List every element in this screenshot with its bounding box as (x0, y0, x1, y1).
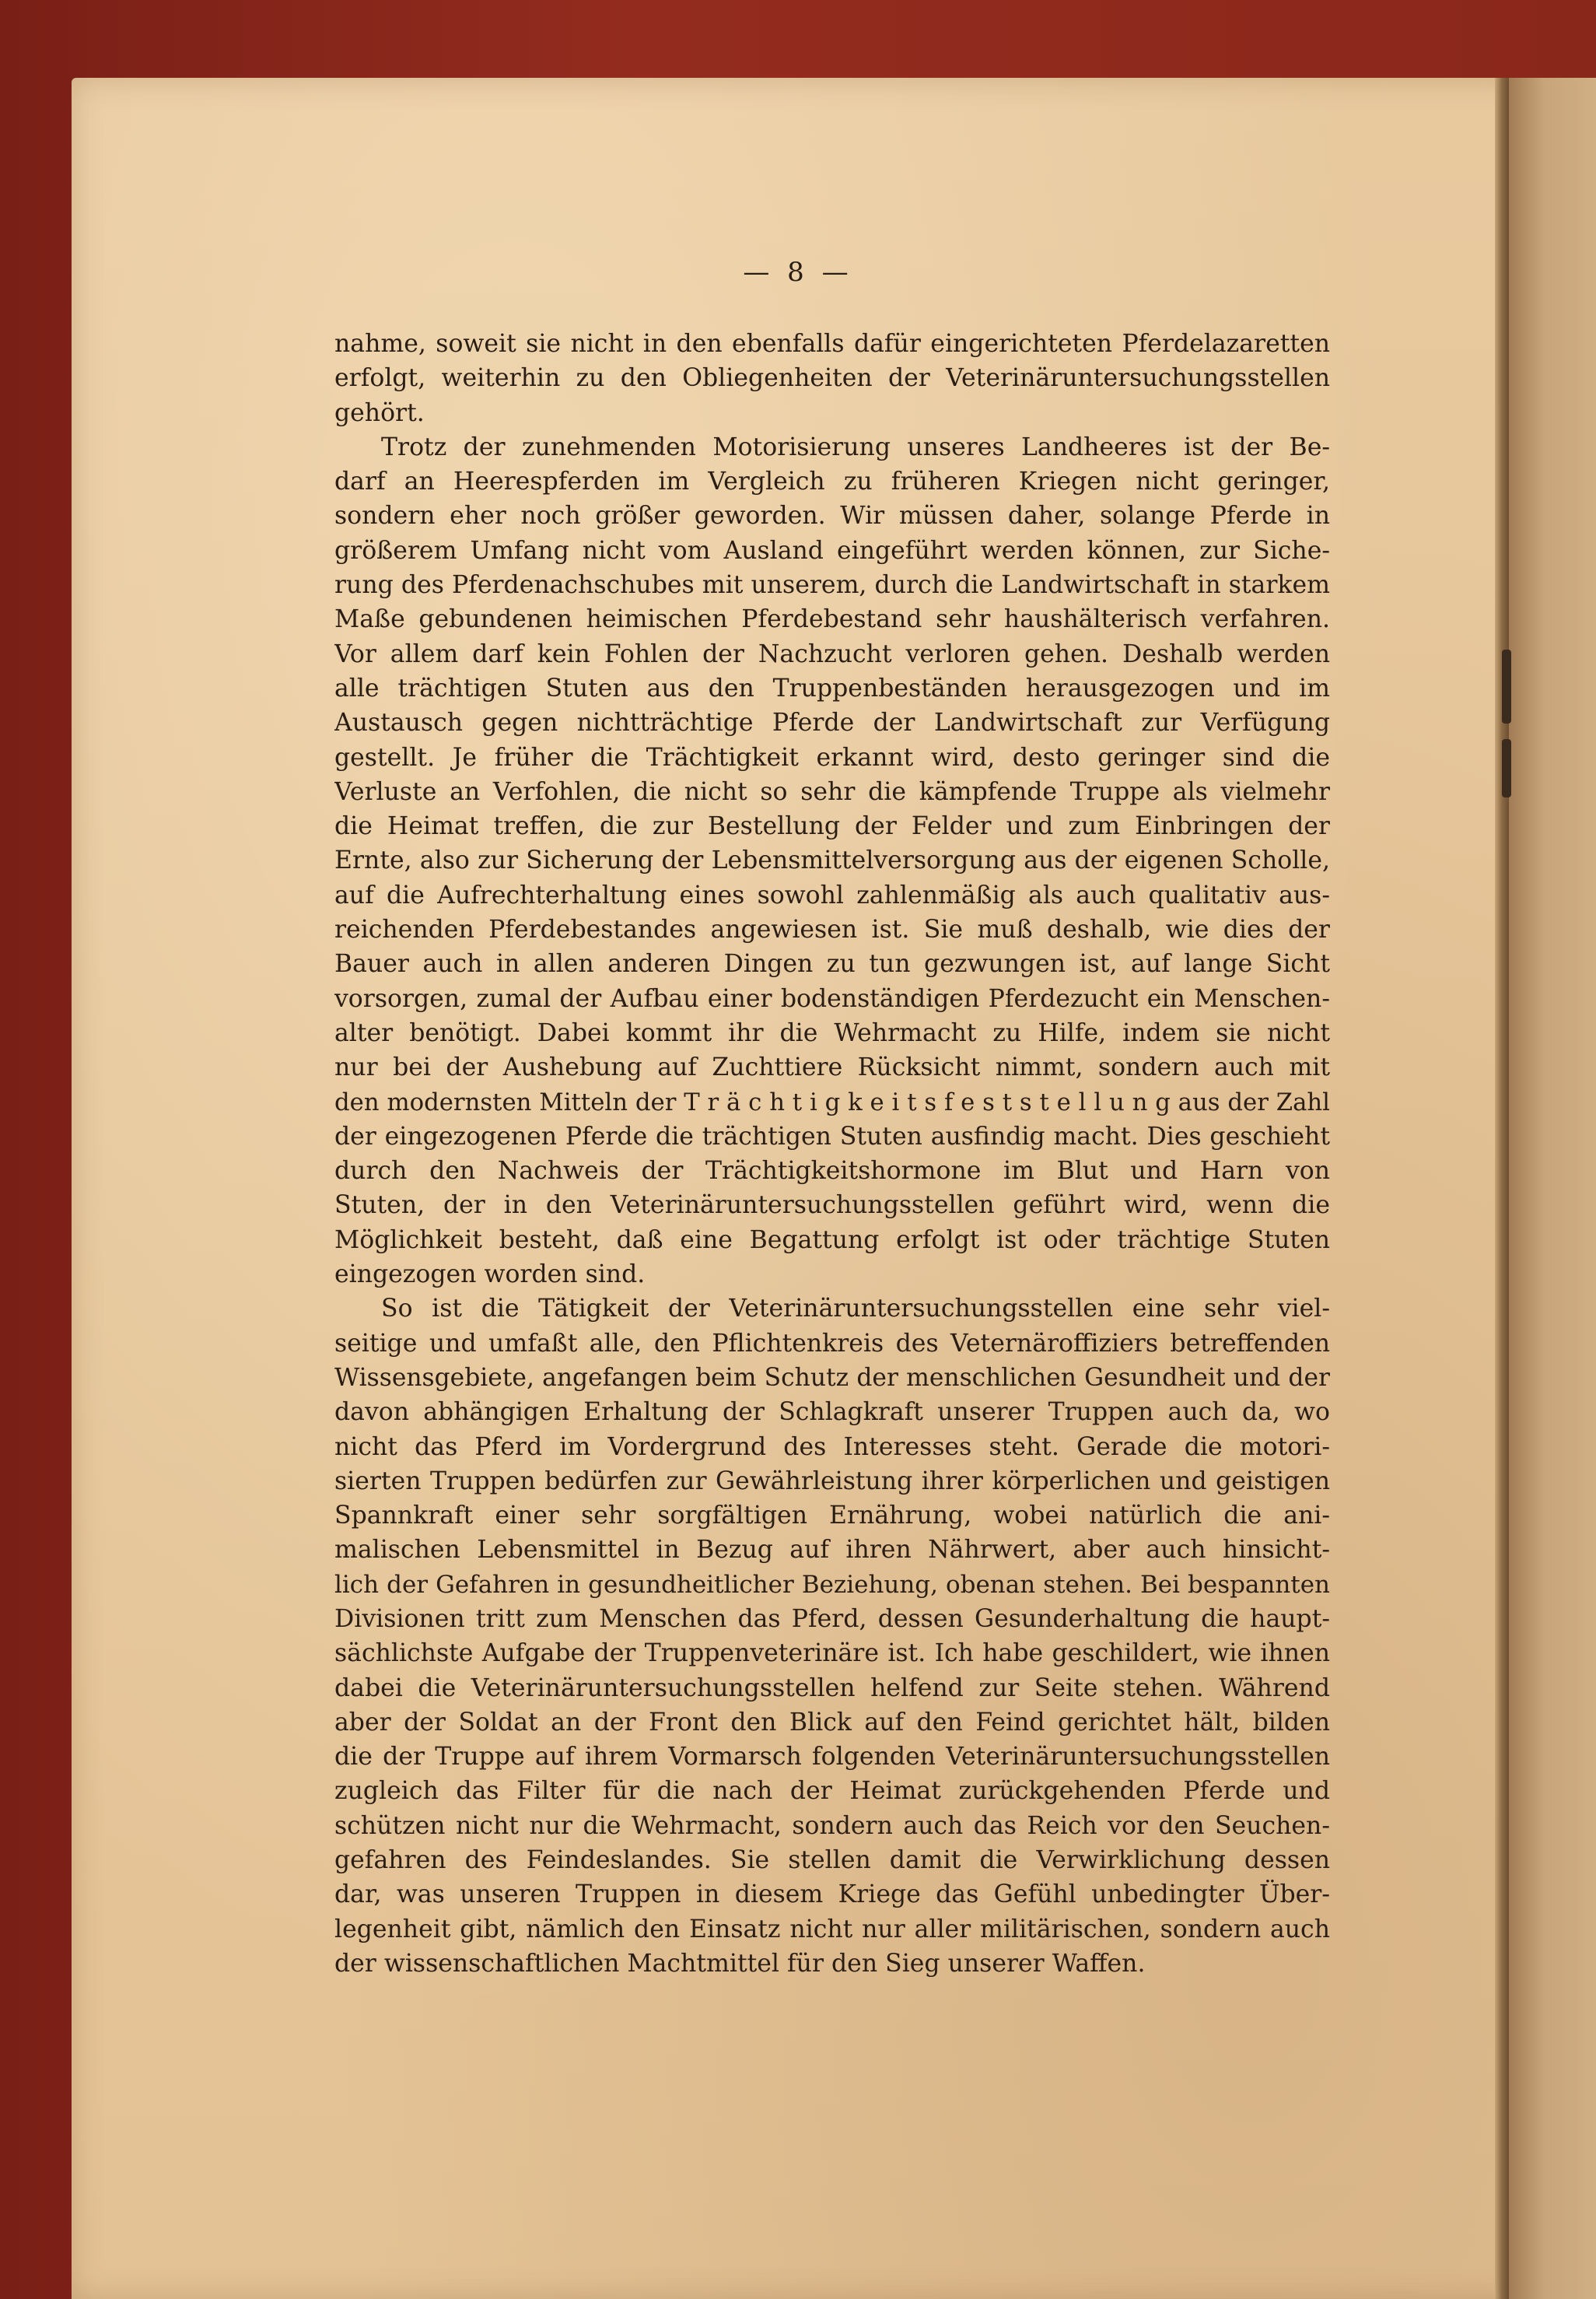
text-line: Wissensgebiete, angefangen beim Schutz der menschlichen Gesundheit und der (334, 1363, 1330, 1392)
text-line: Spannkraft einer sehr sorgfältigen Ernährung, wobei natürlich die ani- (334, 1502, 1330, 1530)
text-line: Möglichkeit besteht, daß eine Begattung erfolgt ist oder trächtige Stuten (334, 1225, 1330, 1254)
text-line: sächlichste Aufgabe der Truppenveterinäre ist. Ich habe geschildert, wie ihnen (334, 1639, 1330, 1668)
text-line: lich der Gefahren in gesundheitlicher Beziehung, obenan stehen. Bei bespannten (334, 1570, 1330, 1599)
text-line: vorsorgen, zumal der Aufbau einer bodenständigen Pferdezucht ein Menschen- (334, 984, 1330, 1013)
text-line: der wissenschaftlichen Machtmittel für den Sieg unserer Waffen. (334, 1949, 1146, 1978)
text-line: reichenden Pferdebestandes angewiesen ist. Sie muß deshalb, wie dies der (334, 916, 1330, 944)
text-line: erfolgt, weiterhin zu den Obliegenheiten der Veterinäruntersuchungsstellen (334, 364, 1330, 393)
text-line: Verluste an Verfohlen, die nicht so sehr die kämpfende Truppe als vielmehr (334, 777, 1330, 806)
text-line: malischen Lebensmittel in Bezug auf ihren Nährwert, aber auch hinsicht- (334, 1536, 1330, 1565)
text-line: Ernte, also zur Sicherung der Lebensmittelversorgung aus der eigenen Scholle, (334, 846, 1330, 875)
text-line: sierten Truppen bedürfen zur Gewährleistung ihrer körperlichen und geistigen (334, 1467, 1330, 1495)
text-line: Bauer auch in allen anderen Dingen zu tun gezwungen ist, auf lange Sicht (334, 950, 1330, 979)
page-number-header: — 8 — (743, 257, 853, 288)
text-line: darf an Heerespferden im Vergleich zu früheren Kriegen nicht geringer, (334, 468, 1330, 496)
paragraph (334, 1291, 1330, 1981)
text-line: gehört. (334, 398, 425, 427)
text-line: auf die Aufrechterhaltung eines sowohl zahlenmäßig als auch qualitativ aus- (334, 881, 1330, 909)
text-line: die der Truppe auf ihrem Vormarsch folgenden Veterinäruntersuchungsstellen (334, 1743, 1330, 1772)
text-line: dabei die Veterinäruntersuchungsstellen helfend zur Seite stehen. Während (334, 1673, 1330, 1702)
paragraph (334, 327, 1330, 430)
text-line: Austausch gegen nichtträchtige Pferde der Landwirtschaft zur Verfügung (334, 709, 1330, 738)
text-line: seitige und umfaßt alle, den Pflichtenkreis des Veternäroffiziers betreffenden (334, 1329, 1330, 1358)
text-line: zugleich das Filter für die nach der Heimat zurückgehenden Pferde und (334, 1777, 1330, 1806)
text-line: gefahren des Feindeslandes. Sie stellen damit die Verwirklichung dessen (334, 1846, 1330, 1875)
text-line: nicht das Pferd im Vordergrund des Interesses steht. Gerade die motori- (334, 1432, 1330, 1461)
text-line: durch den Nachweis der Trächtigkeitshormone im Blut und Harn von (334, 1157, 1330, 1186)
text-line: Trotz der zunehmenden Motorisierung unseres Landheeres ist der Be- (381, 433, 1330, 461)
book-gutter (1495, 78, 1509, 2299)
text-line: alle trächtigen Stuten aus den Truppenbeständen herausgezogen und im (334, 674, 1330, 703)
text-line: legenheit gibt, nämlich den Einsatz nicht nur aller militärischen, sondern auch (334, 1915, 1330, 1943)
text-line: eingezogen worden sind. (334, 1260, 646, 1289)
text-line: dar, was unseren Truppen in diesem Kriege das Gefühl unbedingter Über- (334, 1880, 1330, 1909)
text-line: Maße gebundenen heimischen Pferdebestand sehr haushälterisch verfahren. (334, 605, 1330, 634)
binding-staple-icon (1502, 650, 1511, 724)
paragraph (334, 430, 1330, 1291)
text-line: Stuten, der in den Veterinäruntersuchungsstellen geführt wird, wenn die (334, 1191, 1330, 1220)
text-line: der eingezogenen Pferde die trächtigen Stuten ausfindig macht. Dies geschieht (334, 1122, 1330, 1151)
text-line: schützen nicht nur die Wehrmacht, sondern auch das Reich vor den Seuchen- (334, 1811, 1330, 1840)
text-line: aber der Soldat an der Front den Blick auf den Feind gerichtet hält, bilden (334, 1708, 1330, 1737)
facing-page-edge (1509, 78, 1596, 2299)
text-line: sondern eher noch größer geworden. Wir müssen daher, solange Pferde in (334, 502, 1330, 531)
text-line: alter benötigt. Dabei kommt ihr die Wehrmacht zu Hilfe, indem sie nicht (334, 1018, 1330, 1047)
text-line: größerem Umfang nicht vom Ausland eingeführt werden können, zur Siche- (334, 536, 1330, 565)
text-line: nur bei der Aushebung auf Zuchttiere Rücksicht nimmt, sondern auch mit (334, 1053, 1330, 1082)
text-line: den modernsten Mitteln der T r ä c h t i g k e i t s f e s t s t e l l u n g aus der Zahl (334, 1088, 1330, 1116)
body-text (334, 327, 1330, 1981)
text-line: Divisionen tritt zum Menschen das Pferd, dessen Gesunderhaltung die haupt- (334, 1604, 1330, 1633)
text-line: So ist die Tätigkeit der Veterinäruntersuchungsstellen eine sehr viel- (381, 1295, 1330, 1323)
text-line: gestellt. Je früher die Trächtigkeit erkannt wird, desto geringer sind die (334, 743, 1330, 772)
text-line: davon abhängigen Erhaltung der Schlagkraft unserer Truppen auch da, wo (334, 1398, 1330, 1427)
binding-staple-icon (1502, 739, 1511, 797)
text-line: rung des Pferdenachschubes mit unserem, durch die Landwirtschaft in starkem (334, 571, 1330, 600)
text-line: nahme, soweit sie nicht in den ebenfalls dafür eingerichteten Pferdelazaretten (334, 330, 1330, 358)
text-line: die Heimat treffen, die zur Bestellung der Felder und zum Einbringen der (334, 812, 1330, 841)
text-line: Vor allem darf kein Fohlen der Nachzucht verloren gehen. Deshalb werden (334, 640, 1330, 668)
